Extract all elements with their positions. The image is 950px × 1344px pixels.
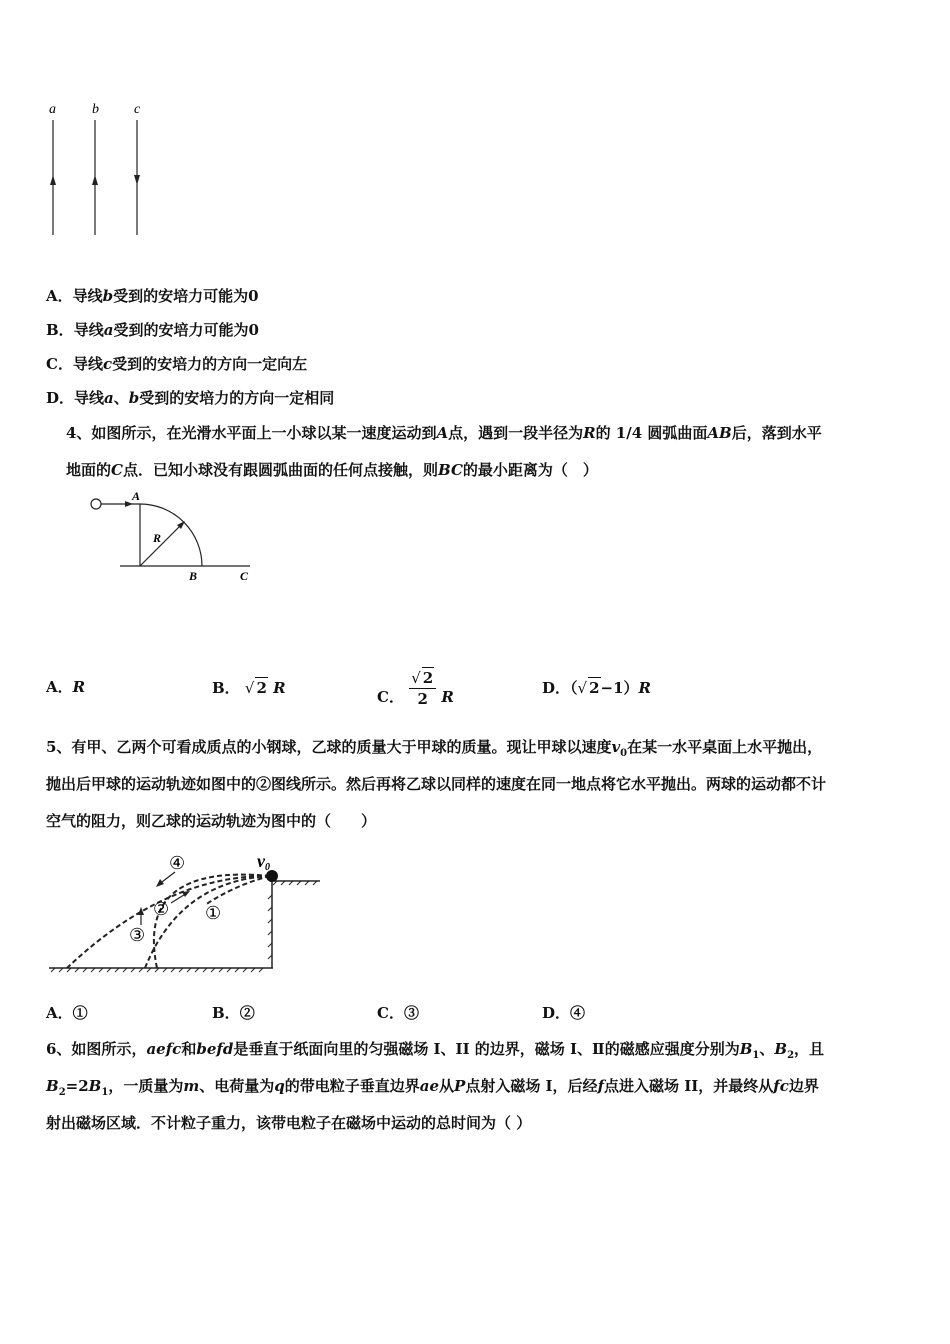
q5-stem-line3 bbox=[46, 811, 376, 831]
option-letter: B． bbox=[212, 679, 240, 697]
sqrt-icon: √ bbox=[577, 679, 588, 697]
q5-option-b bbox=[212, 1003, 255, 1023]
q5-option-d bbox=[542, 1003, 585, 1023]
q6-stem-line1 bbox=[46, 1039, 824, 1066]
stem-text: 4、如图所示，在光滑水平面上一小球以某一速度运动到 bbox=[66, 424, 437, 442]
label-3: ③ bbox=[129, 925, 146, 945]
option-var: b bbox=[128, 389, 140, 407]
label-1: ① bbox=[205, 903, 222, 923]
boundary-aefc: aefc bbox=[146, 1040, 182, 1058]
option-var: a bbox=[103, 321, 114, 339]
option-value: R bbox=[273, 679, 286, 697]
point-c: C bbox=[111, 461, 123, 479]
field-b1: B bbox=[88, 1077, 102, 1095]
sqrt-icon: √ bbox=[244, 679, 255, 697]
q5-stem-line2 bbox=[46, 774, 826, 794]
option-text: 受到的安培力的方向一定相同 bbox=[139, 389, 335, 407]
q4-option-c bbox=[377, 669, 454, 719]
label-r: R bbox=[153, 531, 162, 545]
stem-text: 在某一水平桌面上水平抛出， bbox=[627, 738, 823, 756]
fraction-denominator: 2 bbox=[417, 690, 428, 708]
q3-option-b bbox=[46, 320, 259, 340]
wire-c-arrow-down-icon bbox=[134, 175, 140, 185]
q4-stem-line1 bbox=[66, 423, 822, 443]
point-f: f bbox=[597, 1077, 605, 1095]
stem-text: 的带电粒子垂直边界 bbox=[284, 1077, 420, 1095]
boundary-fc: fc bbox=[773, 1077, 789, 1095]
stem-text: 点射入磁场 I，后经 bbox=[465, 1077, 598, 1095]
option-value: ④ bbox=[570, 1004, 586, 1022]
stem-text: 、 bbox=[759, 1040, 775, 1058]
stem-text: 边界 bbox=[788, 1077, 819, 1095]
stem-text: 后，落到水平 bbox=[731, 424, 822, 442]
stem-text: 射出磁场区域．不计粒子重力，该带电粒子在磁场中运动的总时间为（ ） bbox=[46, 1114, 532, 1132]
option-text: 导线 bbox=[74, 389, 105, 407]
sub: 2 bbox=[787, 1050, 795, 1061]
sqrt-radicand: 2 bbox=[256, 679, 267, 697]
sub: 1 bbox=[101, 1087, 109, 1098]
option-var: b bbox=[102, 287, 114, 305]
minus-one: −1） bbox=[600, 679, 639, 697]
stem-text: 从 bbox=[439, 1077, 455, 1095]
q5-trajectory-figure bbox=[45, 845, 325, 975]
option-letter: D． bbox=[46, 389, 75, 407]
q4-arc-figure bbox=[85, 490, 260, 590]
stem-text: ，一质量为 bbox=[108, 1077, 184, 1095]
q6-stem-line3 bbox=[46, 1113, 531, 1133]
q5-stem-line1 bbox=[46, 737, 822, 764]
option-sep: 、 bbox=[113, 389, 129, 407]
pointer-4-arrow-icon bbox=[156, 879, 164, 887]
distance-bc: BC bbox=[437, 461, 463, 479]
q6-stem-line2 bbox=[46, 1076, 819, 1103]
point-a: A bbox=[436, 424, 449, 442]
option-letter: A． bbox=[46, 1004, 73, 1022]
ball bbox=[91, 499, 101, 509]
velocity-sub: 0 bbox=[620, 748, 628, 759]
sqrt-radicand: 2 bbox=[422, 669, 434, 687]
option-letter: A． bbox=[46, 678, 73, 696]
stem-text: 6、如图所示， bbox=[46, 1040, 147, 1058]
stem-text: =2 bbox=[65, 1077, 89, 1095]
sqrt-radicand: 2 bbox=[589, 679, 600, 697]
q4-option-b bbox=[212, 677, 286, 698]
trajectory-3 bbox=[67, 876, 270, 968]
option-value: R bbox=[441, 688, 454, 706]
pointer-3-arrow-icon bbox=[138, 907, 144, 915]
stem-text: 点进入磁场 II，并最终从 bbox=[604, 1077, 774, 1095]
option-value: R bbox=[638, 679, 652, 697]
option-value: ② bbox=[239, 1004, 255, 1022]
q5-option-a bbox=[46, 1003, 88, 1023]
sub: 2 bbox=[58, 1087, 66, 1098]
option-text: 受到的安培力可能为0 bbox=[113, 287, 259, 305]
option-letter: A． bbox=[46, 287, 73, 305]
option-var: a bbox=[104, 389, 114, 407]
field-b2: B bbox=[774, 1040, 788, 1058]
option-letter: B． bbox=[212, 1004, 240, 1022]
q4-option-d bbox=[542, 677, 651, 698]
stem-text: 地面的 bbox=[66, 461, 112, 479]
velocity-v: v bbox=[611, 738, 621, 756]
q3-option-c bbox=[46, 354, 307, 374]
stem-text: 和 bbox=[181, 1040, 197, 1058]
sqrt-icon: √ bbox=[411, 669, 421, 687]
option-text: 导线 bbox=[72, 355, 103, 373]
charge-q: q bbox=[274, 1077, 285, 1095]
option-text: 导线 bbox=[72, 287, 103, 305]
v0-label: v0 bbox=[257, 851, 270, 873]
option-value: ① bbox=[72, 1004, 88, 1022]
wire-a-label: a bbox=[49, 102, 56, 117]
label-c: C bbox=[240, 569, 249, 583]
field-b1: B bbox=[739, 1040, 753, 1058]
option-text: 导线 bbox=[73, 321, 104, 339]
boundary-ae: ae bbox=[419, 1077, 440, 1095]
sub: 1 bbox=[752, 1050, 760, 1061]
option-text: 受到的安培力可能为0 bbox=[113, 321, 259, 339]
wire-b-arrow-up-icon bbox=[92, 175, 98, 185]
label-2: ② bbox=[153, 899, 170, 919]
stem-text: ，且 bbox=[794, 1040, 825, 1058]
option-value: ③ bbox=[403, 1004, 419, 1022]
wire-c-label: c bbox=[134, 102, 141, 117]
radius-arrow bbox=[140, 523, 183, 566]
stem-text: 的最小距离为（ ） bbox=[462, 461, 598, 479]
option-letter: C． bbox=[377, 688, 404, 706]
paren-open: （ bbox=[570, 679, 578, 697]
mass-m: m bbox=[183, 1077, 200, 1095]
label-b: B bbox=[189, 569, 198, 583]
option-letter: D． bbox=[542, 1004, 571, 1022]
stem-text: 点．已知小球没有跟圆弧曲面的任何点接触，则 bbox=[122, 461, 438, 479]
stem-text: 、电荷量为 bbox=[199, 1077, 275, 1095]
option-letter: C． bbox=[377, 1004, 404, 1022]
stem-text: 的 1/4 圆弧曲面 bbox=[595, 424, 708, 442]
stem-text: 抛出后甲球的运动轨迹如图中的②图线所示。然后再将乙球以同样的速度在同一地点将它水平抛出。两球的运动都不计 bbox=[46, 775, 827, 793]
fraction bbox=[409, 667, 436, 709]
option-letter: C． bbox=[46, 355, 73, 373]
fraction-numerator bbox=[409, 667, 436, 689]
boundary-befd: befd bbox=[196, 1040, 234, 1058]
field-b2: B bbox=[46, 1077, 59, 1095]
wire-a-arrow-up-icon bbox=[50, 175, 56, 185]
option-value: R bbox=[72, 678, 86, 696]
wire-b-label: b bbox=[92, 102, 99, 117]
q4-option-a bbox=[46, 677, 85, 697]
pointer-2-arrow-icon bbox=[182, 891, 190, 897]
q3-option-d bbox=[46, 388, 334, 408]
q4-stem-line2 bbox=[66, 460, 598, 480]
option-letter: B． bbox=[46, 321, 74, 339]
q5-option-c bbox=[377, 1003, 419, 1023]
stem-text: 空气的阻力，则乙球的运动轨迹为图中的（ ） bbox=[46, 812, 377, 830]
stem-text: 点，遇到一段半径为 bbox=[448, 424, 584, 442]
option-text: 受到的安培力的方向一定向左 bbox=[112, 355, 308, 373]
wires-figure bbox=[40, 95, 160, 240]
arc-ab: AB bbox=[707, 424, 732, 442]
point-p: P bbox=[454, 1077, 466, 1095]
stem-text: 5、有甲、乙两个可看成质点的小钢球，乙球的质量大于甲球的质量。现让甲球以速度 bbox=[46, 738, 612, 756]
radius-r: R bbox=[583, 424, 596, 442]
option-var: c bbox=[102, 355, 113, 373]
label-4: ④ bbox=[169, 853, 186, 873]
option-letter: D． bbox=[542, 679, 571, 697]
q3-option-a bbox=[46, 286, 259, 306]
stem-text: 是垂直于纸面向里的匀强磁场 I、II 的边界，磁场 I、Ⅱ的磁感应强度分别为 bbox=[233, 1040, 740, 1058]
label-a: A bbox=[132, 490, 141, 503]
